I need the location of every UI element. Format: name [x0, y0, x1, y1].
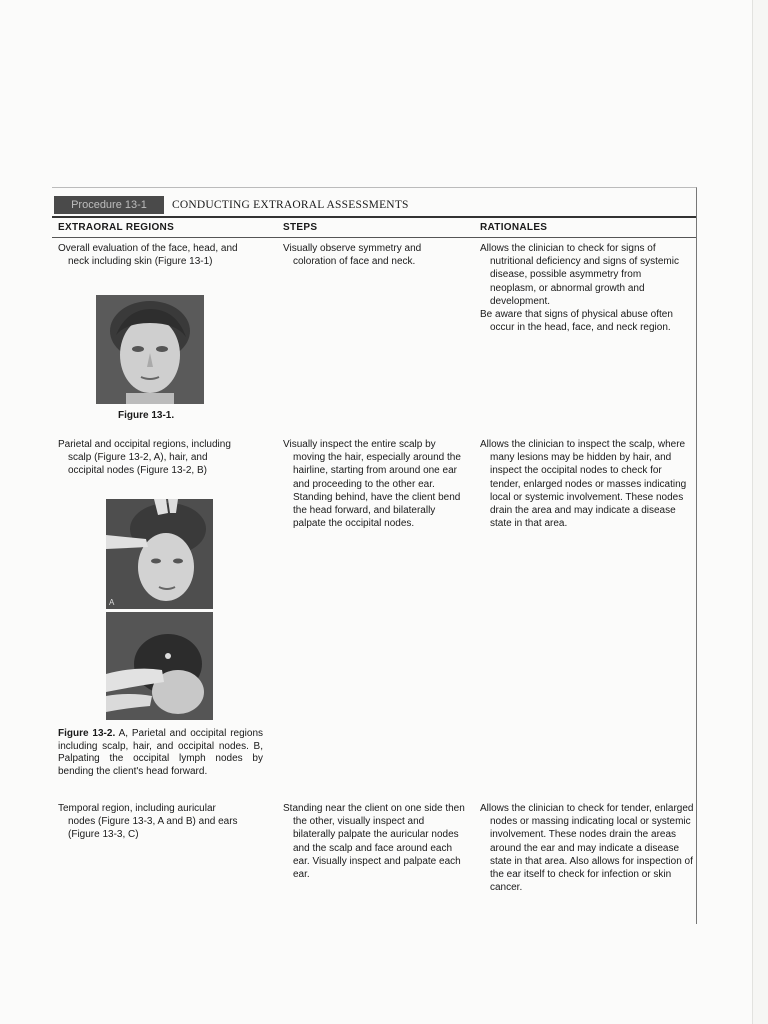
row3-region: Temporal region, including auricular nodes (Figure 13-3, A and B) and ears (Figure 13-3, C)	[58, 803, 238, 841]
procedure-badge: Procedure 13-1	[54, 196, 164, 214]
header-rule	[52, 237, 696, 238]
row3-steps: Standing near the client on one side then the other, visually inspect and bilaterally palpate the auricular nodes and the scalp and face around each ear. Visually inspect and palpate each ear.	[283, 803, 465, 881]
figure-13-1-label: Figure 13-1.	[118, 410, 175, 421]
row2-region: Parietal and occipital regions, including scalp (Figure 13-2, A), hair, and occipital nodes (Figure 13-2, B)	[58, 439, 231, 477]
row2-rationale: Allows the clinician to inspect the scalp, where many lesions may be hidden by hair, and inspect the occipital nodes to check for tender, enlarged nodes or masses indicating local or systemic involvement. These nodes drain the area and may indicate a disease state in that area.	[480, 439, 687, 530]
row1-rationale-2: Be aware that signs of physical abuse often occur in the head, face, and neck region.	[480, 309, 673, 334]
figure-13-2a-letter: A	[109, 598, 115, 607]
column-header-rationales: RATIONALES	[480, 222, 548, 233]
row2-steps: Visually inspect the entire scalp by moving the hair, especially around the hairline, starting from around one ear and proceeding to the other ear. Standing behind, have the client bend the head forward, and bilaterally palpate the occipital nodes.	[283, 439, 461, 530]
figure-13-2-caption	[58, 728, 263, 778]
row1-region: Overall evaluation of the face, head, and neck including skin (Figure 13-1)	[58, 243, 238, 268]
figure-13-2-number: Figure 13-2.	[58, 728, 116, 739]
figure-13-1-photo	[96, 295, 204, 404]
procedure-header	[52, 196, 696, 218]
figure-13-2b-photo	[106, 612, 213, 720]
row1-steps: Visually observe symmetry and coloration of face and neck.	[283, 243, 422, 268]
column-header-steps: STEPS	[283, 222, 318, 233]
row1-rationale-1: Allows the clinician to check for signs of nutritional deficiency and signs of systemic disease, possible asymmetry from neoplasm, or abnormal growth and development.	[480, 243, 679, 307]
column-header-regions: EXTRAORAL REGIONS	[58, 222, 175, 233]
figure-13-2a-photo	[106, 499, 213, 609]
row3-rationale: Allows the clinician to check for tender, enlarged nodes or massing indicating local or systemic involvement. These nodes drain the areas around the ear and may indicate a disease state in that area. Also allows for inspection of the ear itself to check for infection or skin cancer.	[480, 803, 694, 894]
figure-13-2-text: A, Parietal and occipital regions including scalp, hair, and occipital nodes. B, Palpating the occipital lymph nodes by bending the client's head forward.	[58, 728, 264, 777]
procedure-title: CONDUCTING EXTRAORAL ASSESSMENTS	[172, 199, 409, 211]
row1-rationale	[480, 242, 685, 334]
